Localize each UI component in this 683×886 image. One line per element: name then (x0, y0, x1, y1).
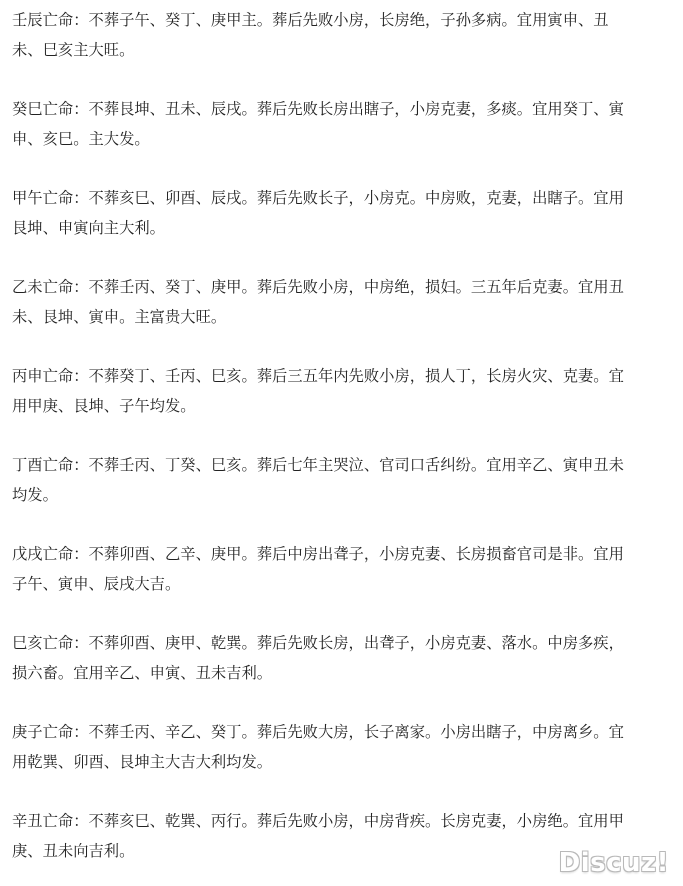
paragraph-jia-wu: 甲午亡命：不葬亥巳、卯酉、辰戌。葬后先败长子，小房克。中房败，克妻，出瞎子。宜用 艮坤、申寅向主大利。 (12, 189, 624, 237)
paragraph-ren-chen: 壬辰亡命：不葬子午、癸丁、庚甲主。葬后先败小房，长房绝，子孙多病。宜用寅申、丑 未、巳亥主大旺。 (12, 11, 609, 59)
paragraph-bing-shen: 丙申亡命：不葬癸丁、壬丙、巳亥。葬后三五年内先败小房，损人丁，长房火灾、克妻。宜 用甲庚、艮坤、子午均发。 (12, 367, 624, 415)
paragraph-wu-xu: 戊戌亡命：不葬卯酉、乙辛、庚甲。葬后中房出聋子，小房克妻、长房损畜官司是非。宜用 子午、寅申、辰戌大吉。 (12, 545, 624, 593)
paragraph-xin-chou: 辛丑亡命：不葬亥巳、乾巽、丙行。葬后先败小房，中房背疾。长房克妻，小房绝。宜用甲 庚、丑未向吉利。 (12, 812, 624, 860)
article-body (12, 5, 672, 866)
paragraph-ding-you: 丁酉亡命：不葬壬丙、丁癸、巳亥。葬后七年主哭泣、官司口舌纠纷。宜用辛乙、寅申丑未 均发。 (12, 456, 624, 504)
paragraph-geng-zi: 庚子亡命：不葬壬丙、辛乙、癸丁。葬后先败大房，长子离家。小房出瞎子，中房离乡。宜 用乾巽、卯酉、艮坤主大吉大利均发。 (12, 723, 624, 771)
paragraph-ji-hai: 巳亥亡命：不葬卯酉、庚甲、乾巽。葬后先败长房，出聋子，小房克妻、落水。中房多疾， 损六畜。宜用辛乙、申寅、丑未吉利。 (12, 634, 624, 682)
paragraph-yi-wei: 乙未亡命：不葬壬丙、癸丁、庚甲。葬后先败小房，中房绝，损妇。三五年后克妻。宜用丑 未、艮坤、寅申。主富贵大旺。 (12, 278, 624, 326)
paragraph-gui-si: 癸巳亡命：不葬艮坤、丑未、辰戌。葬后先败长房出瞎子，小房克妻，多痰。宜用癸丁、寅 申、亥巳。主大发。 (12, 100, 624, 148)
discuz-watermark: Discuz! (558, 848, 669, 878)
